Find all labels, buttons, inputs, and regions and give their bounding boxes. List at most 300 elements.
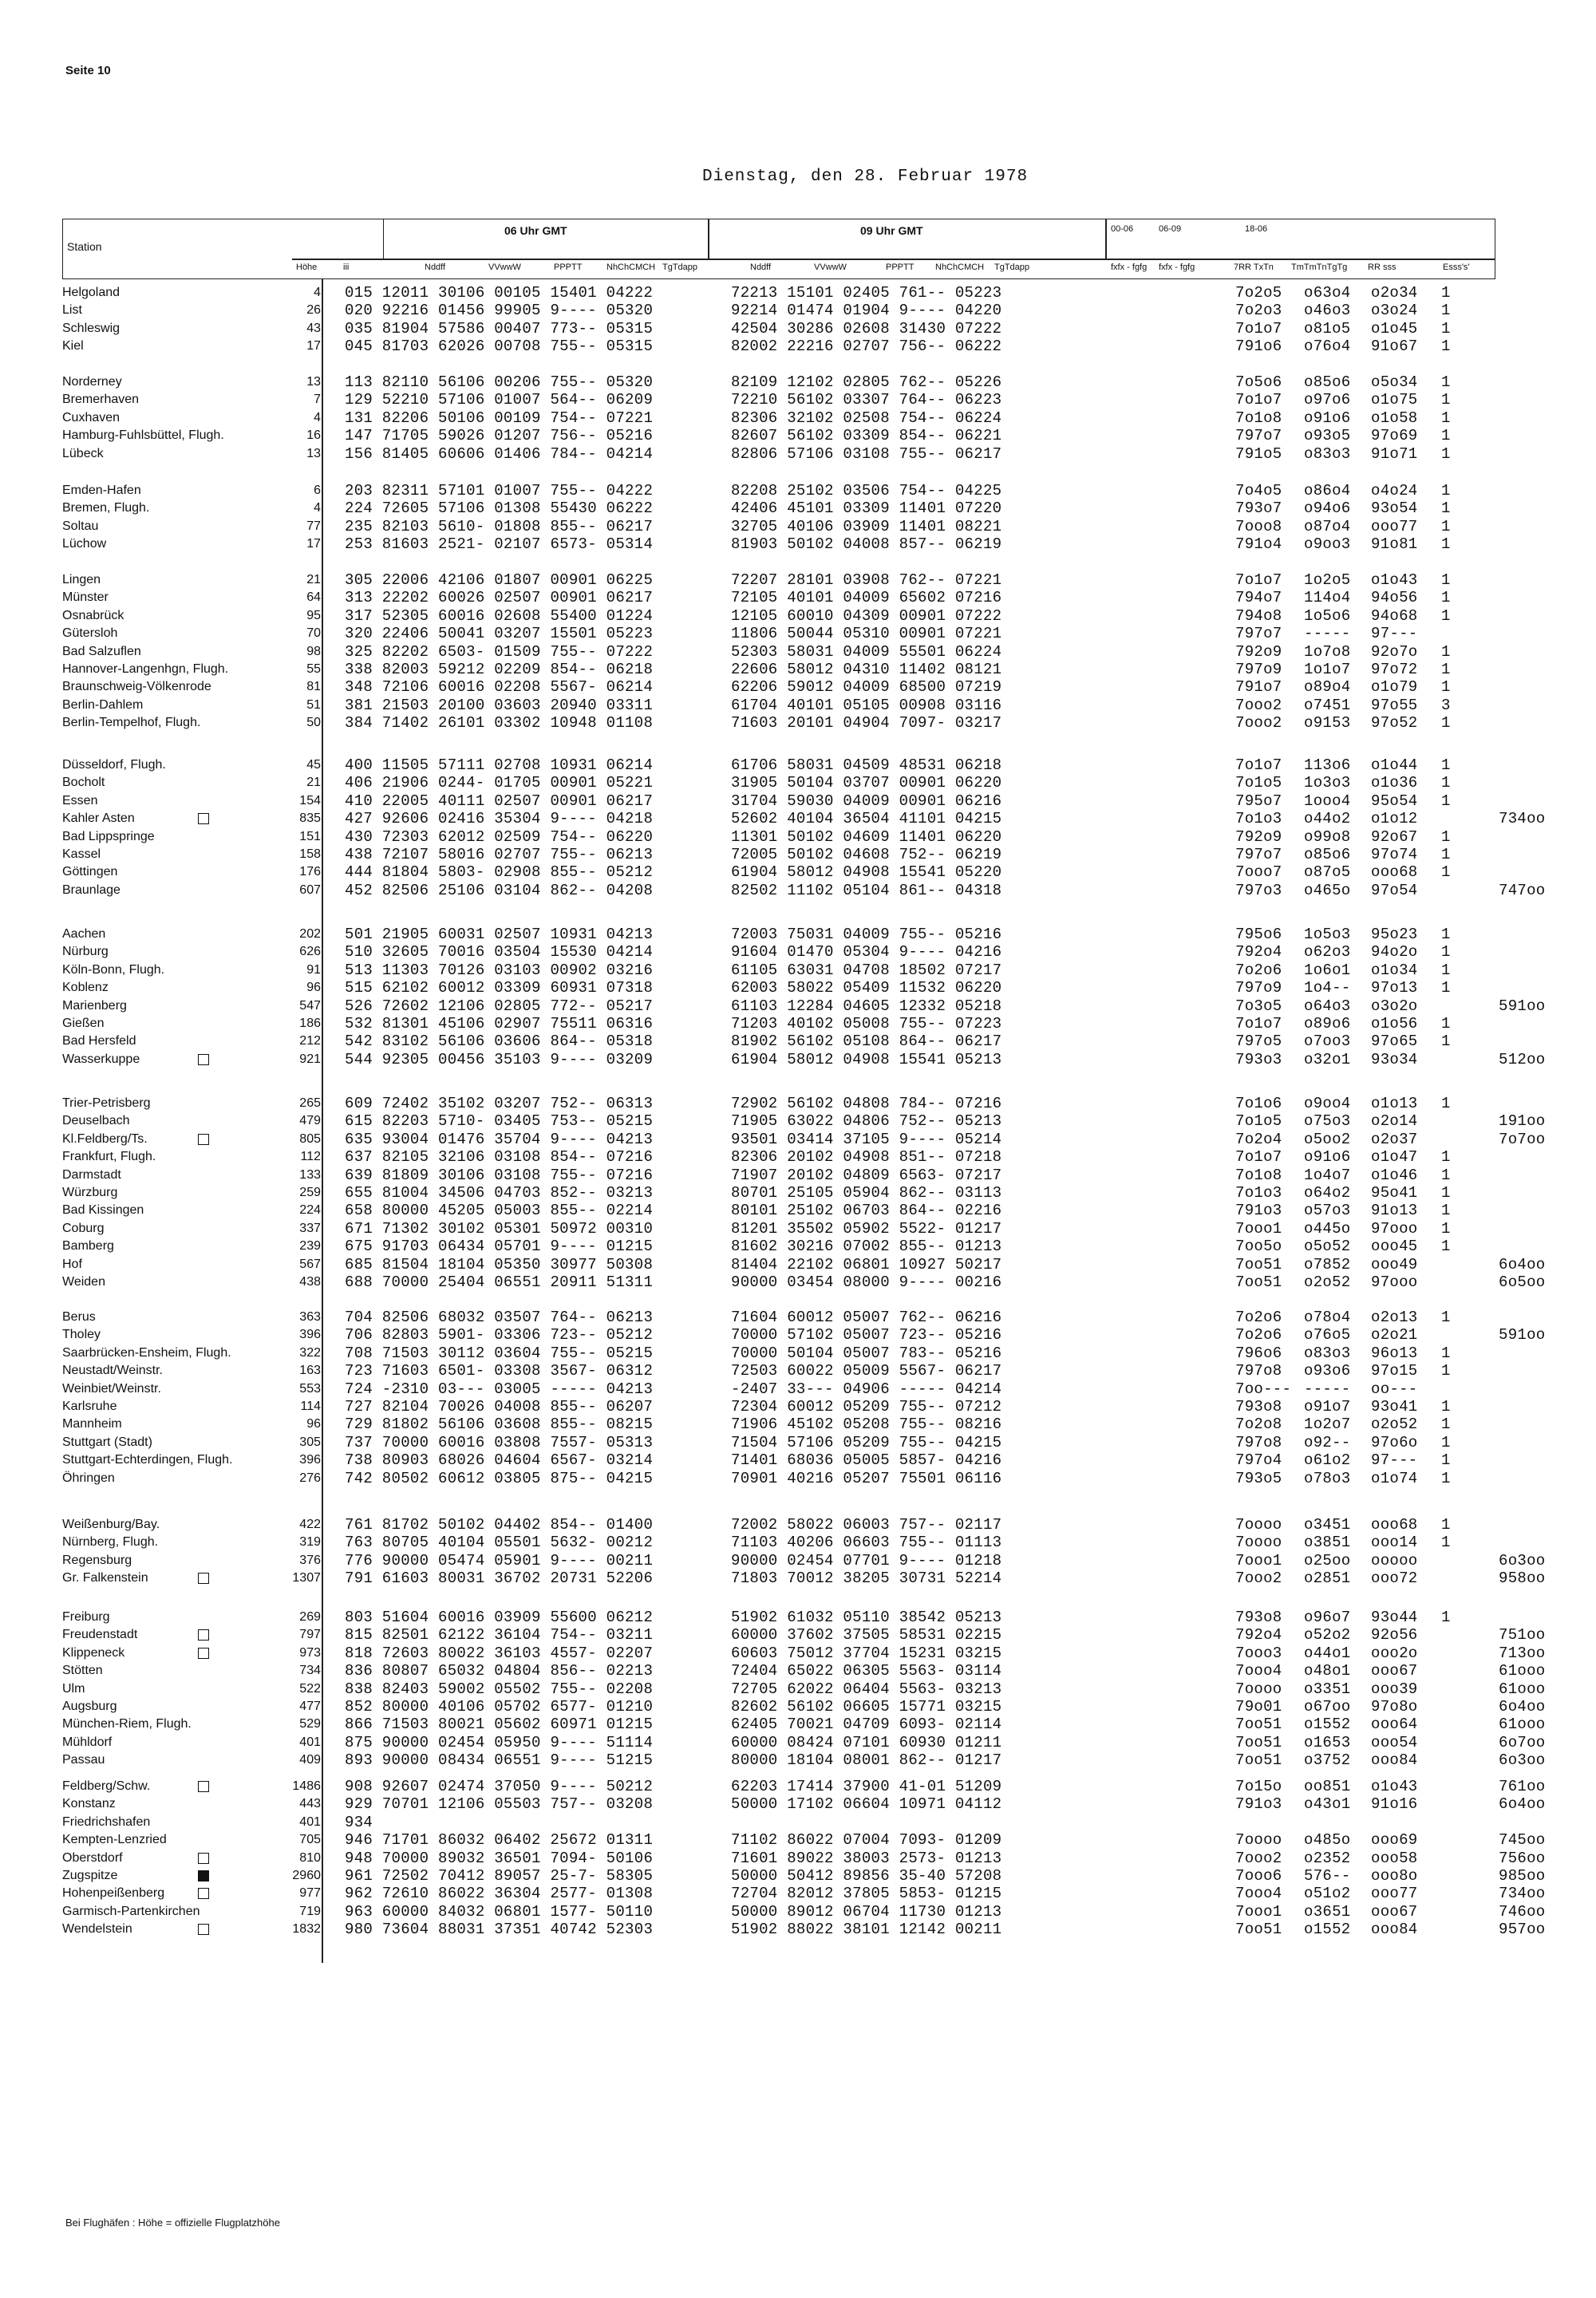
table-row (0, 1716, 1596, 1733)
header-r1: 00-06 (1111, 224, 1134, 234)
header-rs4: TmTmTnTgTg (1291, 263, 1348, 272)
rr-group-1: 797o9 (1235, 979, 1282, 997)
table-row (0, 391, 1596, 409)
rr-group-2: o7852 (1304, 1255, 1351, 1273)
mountain-station-marker-icon (198, 1781, 209, 1792)
rr-group-2: 1o3o3 (1304, 774, 1351, 792)
station-name: Göttingen (62, 865, 118, 879)
rr-group-3: 96o13 (1371, 1344, 1418, 1362)
obs-09-gmt: 11806 50044 05310 00901 07221 (731, 625, 1002, 643)
station-name: Aachen (62, 927, 106, 941)
obs-09-gmt: 72210 56102 03307 764-- 06223 (731, 391, 1002, 409)
obs-09-gmt: -2407 33--- 04906 ----- 04214 (731, 1380, 1002, 1398)
obs-09-gmt: 71504 57106 05209 755-- 04215 (731, 1433, 1002, 1451)
header-col-b4: NhChCMCH (935, 263, 985, 272)
rr-group-2: o85o6 (1304, 846, 1351, 863)
snow-depth: 6o7oo (1499, 1733, 1546, 1751)
mountain-station-marker-icon (198, 1134, 209, 1145)
snow-indicator: 1 (1441, 373, 1451, 391)
table-row (0, 571, 1596, 589)
station-name: Freiburg (62, 1610, 110, 1624)
obs-06-gmt: 131 82206 50106 00109 754-- 07221 (345, 409, 654, 427)
header-col-a4: NhChCMCH (606, 263, 656, 272)
obs-09-gmt: 71905 63022 04806 752-- 05213 (731, 1112, 1002, 1131)
station-name: Ulm (62, 1681, 85, 1696)
table-row (0, 1184, 1596, 1202)
station-name: Gießen (62, 1017, 105, 1030)
snow-depth: 747oo (1499, 881, 1546, 899)
rr-group-3: ooo77 (1371, 517, 1418, 535)
obs-06-gmt: 526 72602 12106 02805 772-- 05217 (345, 997, 654, 1015)
station-elevation: 133 (299, 1167, 321, 1182)
obs-09-gmt: 50000 89012 06704 11730 01213 (731, 1902, 1002, 1921)
snow-indicator: 1 (1441, 427, 1451, 445)
station-elevation: 96 (306, 1417, 321, 1431)
table-row (0, 1380, 1596, 1398)
table-row (0, 1814, 1596, 1831)
rr-group-3: o2o13 (1371, 1309, 1418, 1326)
table-row (0, 1516, 1596, 1534)
rr-group-1: 793o3 (1235, 1050, 1282, 1068)
obs-09-gmt: 70000 57102 05007 723-- 05216 (731, 1326, 1002, 1344)
obs-06-gmt: 427 92606 02416 35304 9---- 04218 (345, 810, 654, 828)
table-row (0, 1903, 1596, 1921)
rr-group-2: 1o2o7 (1304, 1416, 1351, 1434)
rr-group-1: 7o3o5 (1235, 997, 1282, 1015)
obs-09-gmt: 82806 57106 03108 755-- 06217 (731, 444, 1002, 463)
rr-group-2: o63o4 (1304, 284, 1351, 302)
station-name: Bad Kissingen (62, 1203, 144, 1218)
obs-06-gmt: 685 81504 18104 05350 30977 50308 (345, 1255, 654, 1273)
rr-group-1: 7oo51 (1235, 1733, 1282, 1751)
table-row (0, 409, 1596, 427)
rr-group-1: 7o2o4 (1235, 1130, 1282, 1148)
station-name: Köln-Bonn, Flugh. (62, 962, 165, 977)
station-elevation: 269 (299, 1610, 321, 1624)
table-row (0, 846, 1596, 863)
snow-indicator: 1 (1441, 535, 1451, 554)
station-name: Würzburg (62, 1186, 118, 1199)
rr-group-3: ooo69 (1371, 1831, 1418, 1850)
station-name: Kiel (62, 339, 84, 353)
station-name: Berlin-Tempelhof, Flugh. (62, 716, 201, 730)
rr-group-1: 7ooo3 (1235, 1644, 1282, 1662)
obs-06-gmt: 738 80903 68026 04604 6567- 03214 (345, 1451, 654, 1470)
table-row (0, 1609, 1596, 1626)
station-name: Regensburg (62, 1553, 132, 1567)
obs-06-gmt: 727 82104 70026 04008 855-- 06207 (345, 1398, 654, 1416)
snow-depth: 6o4oo (1499, 1255, 1546, 1273)
rr-group-1: 7oo51 (1235, 1751, 1282, 1770)
rr-group-1: 796o6 (1235, 1344, 1282, 1362)
obs-09-gmt: 82607 56102 03309 854-- 06221 (731, 427, 1002, 445)
obs-09-gmt: 71906 45102 05208 755-- 08216 (731, 1416, 1002, 1434)
rr-group-3: 91o71 (1371, 444, 1418, 463)
rr-group-1: 792o9 (1235, 642, 1282, 661)
rr-group-1: 7ooo2 (1235, 1570, 1282, 1588)
station-elevation: 719 (299, 1904, 321, 1918)
rr-group-3: 97--- (1371, 625, 1418, 643)
rr-group-2: ----- (1304, 625, 1351, 643)
obs-09-gmt: 80000 18104 08001 862-- 01217 (731, 1751, 1002, 1770)
rr-group-2: o3351 (1304, 1680, 1351, 1698)
station-elevation: 202 (299, 927, 321, 941)
rr-group-3: 93o41 (1371, 1398, 1418, 1416)
rr-group-3: 91o81 (1371, 535, 1418, 554)
obs-06-gmt: 671 71302 30102 05301 50972 00310 (345, 1219, 654, 1238)
table-row (0, 697, 1596, 714)
table-row (0, 320, 1596, 338)
snow-indicator: 1 (1441, 642, 1451, 661)
obs-09-gmt: 12105 60010 04309 00901 07222 (731, 606, 1002, 625)
rr-group-1: 7oo51 (1235, 1921, 1282, 1939)
table-row (0, 1680, 1596, 1698)
obs-06-gmt: 635 93004 01476 35704 9---- 04213 (345, 1130, 654, 1148)
station-elevation: 98 (306, 644, 321, 658)
table-row (0, 1867, 1596, 1885)
rr-group-3: o5o34 (1371, 373, 1418, 391)
rr-group-3: 97o55 (1371, 696, 1418, 714)
station-name: München-Riem, Flugh. (62, 1717, 192, 1731)
rr-group-1: 7oooo (1235, 1516, 1282, 1534)
obs-06-gmt: 156 81405 60606 01406 784-- 04214 (345, 444, 654, 463)
header-col-b5: TgTdapp (994, 263, 1030, 272)
snow-indicator: 1 (1441, 926, 1451, 943)
rr-group-3: 92o67 (1371, 827, 1418, 846)
rr-group-1: 797o8 (1235, 1433, 1282, 1451)
header-col-b3: PPPTT (886, 263, 915, 272)
station-name: Berlin-Dahlem (62, 697, 144, 712)
rr-group-3: 97o13 (1371, 979, 1418, 997)
obs-09-gmt: 82002 22216 02707 756-- 06222 (731, 338, 1002, 356)
obs-09-gmt: 62003 58022 05409 11532 06220 (731, 979, 1002, 997)
station-name: Bad Hersfeld (62, 1034, 136, 1048)
station-name: Berus (62, 1310, 96, 1324)
rr-group-3: 93o34 (1371, 1050, 1418, 1068)
rr-group-1: 7o4o5 (1235, 482, 1282, 499)
snow-indicator: 1 (1441, 302, 1451, 320)
snow-indicator: 1 (1441, 1344, 1451, 1362)
station-name: Mühldorf (62, 1735, 113, 1749)
page-number: Seite 10 (65, 64, 111, 77)
snow-indicator: 1 (1441, 1451, 1451, 1470)
rr-group-1: 7o2o3 (1235, 302, 1282, 320)
obs-09-gmt: 90000 03454 08000 9---- 00216 (731, 1273, 1002, 1291)
table-row (0, 1850, 1596, 1867)
station-elevation: 163 (299, 1364, 321, 1378)
obs-09-gmt: 80101 25102 06703 864-- 02216 (731, 1202, 1002, 1220)
rr-group-2: o43o1 (1304, 1795, 1351, 1814)
obs-09-gmt: 82502 11102 05104 861-- 04318 (731, 881, 1002, 899)
obs-06-gmt: 742 80502 60612 03805 875-- 04215 (345, 1469, 654, 1487)
station-name: Bremerhaven (62, 393, 140, 407)
header-col-a2: VVwwW (488, 263, 521, 272)
table-row (0, 338, 1596, 355)
station-name: Nürnberg, Flugh. (62, 1535, 159, 1550)
table-row (0, 1051, 1596, 1068)
obs-06-gmt: 704 82506 68032 03507 764-- 06213 (345, 1309, 654, 1326)
rr-group-1: 793o8 (1235, 1609, 1282, 1626)
obs-06-gmt: 724 -2310 03--- 03005 ----- 04213 (345, 1380, 654, 1398)
station-elevation: 259 (299, 1186, 321, 1199)
rr-group-2: o445o (1304, 1219, 1351, 1238)
rr-group-1: 7oo51 (1235, 1716, 1282, 1734)
rr-group-2: o7451 (1304, 696, 1351, 714)
station-elevation: 224 (299, 1203, 321, 1218)
obs-09-gmt: 72005 50102 04608 752-- 06219 (731, 846, 1002, 863)
snow-depth: 751oo (1499, 1626, 1546, 1645)
table-row (0, 445, 1596, 463)
station-elevation: 16 (306, 428, 321, 443)
table-row (0, 1202, 1596, 1219)
obs-09-gmt: 72105 40101 04009 65602 07216 (731, 589, 1002, 607)
rr-group-2: 1ooo4 (1304, 792, 1351, 810)
rr-group-2: oo851 (1304, 1778, 1351, 1795)
table-row (0, 427, 1596, 444)
rr-group-3: 97ooo (1371, 1273, 1418, 1291)
table-row (0, 997, 1596, 1015)
table-row (0, 1033, 1596, 1050)
station-name: Saarbrücken-Ensheim, Flugh. (62, 1345, 231, 1360)
station-elevation: 21 (306, 573, 321, 586)
obs-06-gmt: 980 73604 88031 37351 40742 52303 (345, 1921, 654, 1939)
obs-09-gmt: 81902 56102 05108 864-- 06217 (731, 1033, 1002, 1051)
date-title: Dienstag, den 28. Februar 1978 (702, 168, 1029, 186)
obs-06-gmt: 515 62102 60012 03309 60931 07318 (345, 979, 654, 997)
snow-indicator: 1 (1441, 1184, 1451, 1202)
station-name: Coburg (62, 1221, 105, 1235)
obs-06-gmt: 542 83102 56106 03606 864-- 05318 (345, 1033, 654, 1051)
table-row (0, 1662, 1596, 1680)
obs-06-gmt: 929 70701 12106 05503 757-- 03208 (345, 1795, 654, 1814)
rr-group-2: o2o52 (1304, 1273, 1351, 1291)
rr-group-2: o81o5 (1304, 319, 1351, 338)
station-elevation: 158 (299, 847, 321, 861)
header-rs1: fxfx - fgfg (1111, 263, 1148, 272)
rr-group-2: 1o7o8 (1304, 642, 1351, 661)
obs-06-gmt: 513 11303 70126 03103 00902 03216 (345, 961, 654, 979)
rr-group-1: 791o6 (1235, 338, 1282, 356)
station-elevation: 112 (300, 1150, 321, 1164)
obs-09-gmt: 91604 01470 05304 9---- 04216 (731, 943, 1002, 961)
station-elevation: 91 (306, 962, 321, 977)
snow-indicator: 1 (1441, 1095, 1451, 1112)
obs-09-gmt: 82602 56102 06605 15771 03215 (731, 1698, 1002, 1716)
rr-group-3: ooo45 (1371, 1238, 1418, 1256)
rr-group-1: 797o4 (1235, 1451, 1282, 1470)
rr-group-2: o44o2 (1304, 810, 1351, 828)
station-elevation: 4 (314, 410, 321, 424)
rr-group-1: 797o3 (1235, 881, 1282, 899)
station-name: Weiden (62, 1275, 105, 1289)
station-elevation: 64 (306, 590, 321, 605)
rr-group-3: ooo2o (1371, 1644, 1418, 1662)
snow-depth: 713oo (1499, 1644, 1546, 1662)
snow-depth: 61ooo (1499, 1662, 1546, 1680)
obs-09-gmt: 22606 58012 04310 11402 08121 (731, 661, 1002, 678)
table-row (0, 607, 1596, 625)
station-elevation: 396 (299, 1328, 321, 1342)
station-elevation: 443 (299, 1797, 321, 1811)
rr-group-1: 7oo5o (1235, 1238, 1282, 1256)
obs-09-gmt: 72404 65022 06305 5563- 03114 (731, 1662, 1002, 1680)
station-name: Gütersloh (62, 626, 118, 641)
rr-group-3: ooo14 (1371, 1534, 1418, 1552)
rr-group-1: 791o4 (1235, 535, 1282, 554)
rr-group-3: o1o46 (1371, 1166, 1418, 1184)
station-elevation: 409 (299, 1753, 321, 1767)
snow-indicator: 1 (1441, 792, 1451, 810)
table-row (0, 643, 1596, 661)
rr-group-2: o9oo3 (1304, 535, 1351, 554)
snow-depth: 591oo (1499, 997, 1546, 1015)
obs-09-gmt: 82109 12102 02805 762-- 05226 (731, 373, 1002, 391)
snow-indicator: 3 (1441, 696, 1451, 714)
snow-indicator: 1 (1441, 1534, 1451, 1552)
snow-depth: 985oo (1499, 1867, 1546, 1885)
obs-06-gmt: 763 80705 40104 05501 5632- 00212 (345, 1534, 654, 1552)
rr-group-3: o1o79 (1371, 678, 1418, 697)
table-row (0, 1795, 1596, 1813)
table-row (0, 1831, 1596, 1849)
obs-06-gmt: 035 81904 57586 00407 773-- 05315 (345, 319, 654, 338)
rr-group-3: ooo72 (1371, 1570, 1418, 1588)
station-elevation: 77 (306, 519, 321, 533)
station-name: Nürburg (62, 945, 109, 959)
rr-group-1: 7ooo4 (1235, 1662, 1282, 1680)
rr-group-3: 97o8o (1371, 1698, 1418, 1716)
rr-group-1: 7o5o6 (1235, 373, 1282, 391)
table-row (0, 774, 1596, 792)
rr-group-3: o1o43 (1371, 1778, 1418, 1795)
station-elevation: 396 (299, 1453, 321, 1467)
station-elevation: 50 (306, 716, 321, 730)
rr-group-3: 93o44 (1371, 1609, 1418, 1626)
rr-group-3: ooo58 (1371, 1849, 1418, 1867)
rr-group-2: o89o4 (1304, 678, 1351, 697)
snow-indicator: 1 (1441, 517, 1451, 535)
rr-group-2: o76o4 (1304, 338, 1351, 356)
mountain-station-marker-icon (198, 1924, 209, 1935)
table-row (0, 943, 1596, 961)
obs-09-gmt: 81201 35502 05902 5522- 01217 (731, 1219, 1002, 1238)
obs-09-gmt: 71803 70012 38205 30731 52214 (731, 1570, 1002, 1588)
obs-09-gmt: 60603 75012 37704 15231 03215 (731, 1644, 1002, 1662)
rr-group-3: o2o21 (1371, 1326, 1418, 1344)
rr-group-1: 791o7 (1235, 678, 1282, 697)
obs-09-gmt: 71603 20101 04904 7097- 03217 (731, 714, 1002, 732)
obs-06-gmt: 893 90000 08434 06551 9---- 51215 (345, 1751, 654, 1770)
table-row (0, 678, 1596, 696)
rr-group-3: o1o45 (1371, 319, 1418, 338)
table-row (0, 535, 1596, 553)
obs-09-gmt: 51902 61032 05110 38542 05213 (731, 1609, 1002, 1626)
rr-group-3: 94o68 (1371, 606, 1418, 625)
station-name: Neustadt/Weinstr. (62, 1364, 163, 1378)
snow-depth: 61ooo (1499, 1716, 1546, 1734)
rr-group-1: 797o7 (1235, 427, 1282, 445)
rr-group-1: 7ooo7 (1235, 863, 1282, 882)
station-elevation: 626 (299, 945, 321, 959)
obs-06-gmt: 313 22202 60026 02507 00901 06217 (345, 589, 654, 607)
obs-09-gmt: 71203 40102 05008 755-- 07223 (731, 1015, 1002, 1033)
station-elevation: 529 (299, 1717, 321, 1731)
mountain-station-marker-icon (198, 813, 209, 824)
snow-indicator: 1 (1441, 846, 1451, 863)
rr-group-2: 113o6 (1304, 756, 1351, 774)
table-row (0, 499, 1596, 517)
rr-group-3: 94o2o (1371, 943, 1418, 961)
snow-indicator: 1 (1441, 1609, 1451, 1626)
rr-group-3: 97o6o (1371, 1433, 1418, 1451)
rr-group-3: ooo8o (1371, 1867, 1418, 1885)
obs-09-gmt: 61706 58031 04509 48531 06218 (731, 756, 1002, 774)
snow-indicator: 1 (1441, 1219, 1451, 1238)
obs-06-gmt: 045 81703 62026 00708 755-- 05315 (345, 338, 654, 356)
obs-09-gmt: 61704 40101 05105 00908 03116 (731, 696, 1002, 714)
station-name: Helgoland (62, 286, 120, 299)
rr-group-2: o87o4 (1304, 517, 1351, 535)
obs-09-gmt: 71102 86022 07004 7093- 01209 (731, 1831, 1002, 1850)
table-row (0, 1645, 1596, 1662)
obs-09-gmt: 61103 12284 04605 12332 05218 (731, 997, 1002, 1015)
snow-indicator: 1 (1441, 571, 1451, 589)
station-name: Friedrichshafen (62, 1814, 151, 1829)
table-row (0, 1148, 1596, 1166)
rr-group-3: 93o54 (1371, 499, 1418, 518)
rr-group-3: 97ooo (1371, 1219, 1418, 1238)
rr-group-1: 7oo--- (1235, 1380, 1292, 1398)
rr-group-3: 97o65 (1371, 1033, 1418, 1051)
mountain-station-marker-icon (198, 1870, 209, 1881)
header-rs3: 7RR TxTn (1234, 263, 1274, 272)
rr-group-1: 7oo51 (1235, 1255, 1282, 1273)
station-elevation: 477 (299, 1700, 321, 1713)
station-elevation: 186 (299, 1017, 321, 1030)
obs-06-gmt: 688 70000 25404 06551 20911 51311 (345, 1273, 654, 1291)
station-name: Hof (62, 1257, 82, 1271)
station-name: Mannheim (62, 1417, 122, 1431)
rr-group-2: o76o5 (1304, 1326, 1351, 1344)
table-row (0, 1095, 1596, 1112)
station-elevation: 401 (299, 1814, 321, 1829)
rr-group-3: ooo67 (1371, 1902, 1418, 1921)
rr-group-2: o85o6 (1304, 373, 1351, 391)
obs-06-gmt: 147 71705 59026 01207 756-- 05216 (345, 427, 654, 445)
snow-depth: 6o4oo (1499, 1795, 1546, 1814)
header-col-b1: Nddff (750, 263, 772, 272)
station-name: List (62, 303, 82, 318)
rr-group-3: 91o67 (1371, 338, 1418, 356)
header-hoehe: Höhe (296, 263, 318, 272)
obs-06-gmt: 544 92305 00456 35103 9---- 03209 (345, 1050, 654, 1068)
obs-09-gmt: 92214 01474 01904 9---- 04220 (731, 302, 1002, 320)
obs-09-gmt: 71601 89022 38003 2573- 01213 (731, 1849, 1002, 1867)
rr-group-2: o91o6 (1304, 409, 1351, 427)
rr-group-1: 797o8 (1235, 1362, 1282, 1380)
rr-group-3: o3o24 (1371, 302, 1418, 320)
station-elevation: 553 (299, 1381, 321, 1396)
snow-indicator: 1 (1441, 1362, 1451, 1380)
rr-group-1: 791o3 (1235, 1795, 1282, 1814)
obs-09-gmt: 62405 70021 04709 6093- 02114 (731, 1716, 1002, 1734)
rr-group-3: o1o12 (1371, 810, 1418, 828)
table-row (0, 1344, 1596, 1362)
station-name: Bremen, Flugh. (62, 501, 150, 515)
obs-06-gmt: 410 22005 40111 02507 00901 06217 (345, 792, 654, 810)
rr-group-1: 7o1o5 (1235, 1112, 1282, 1131)
station-name: Kassel (62, 847, 101, 861)
